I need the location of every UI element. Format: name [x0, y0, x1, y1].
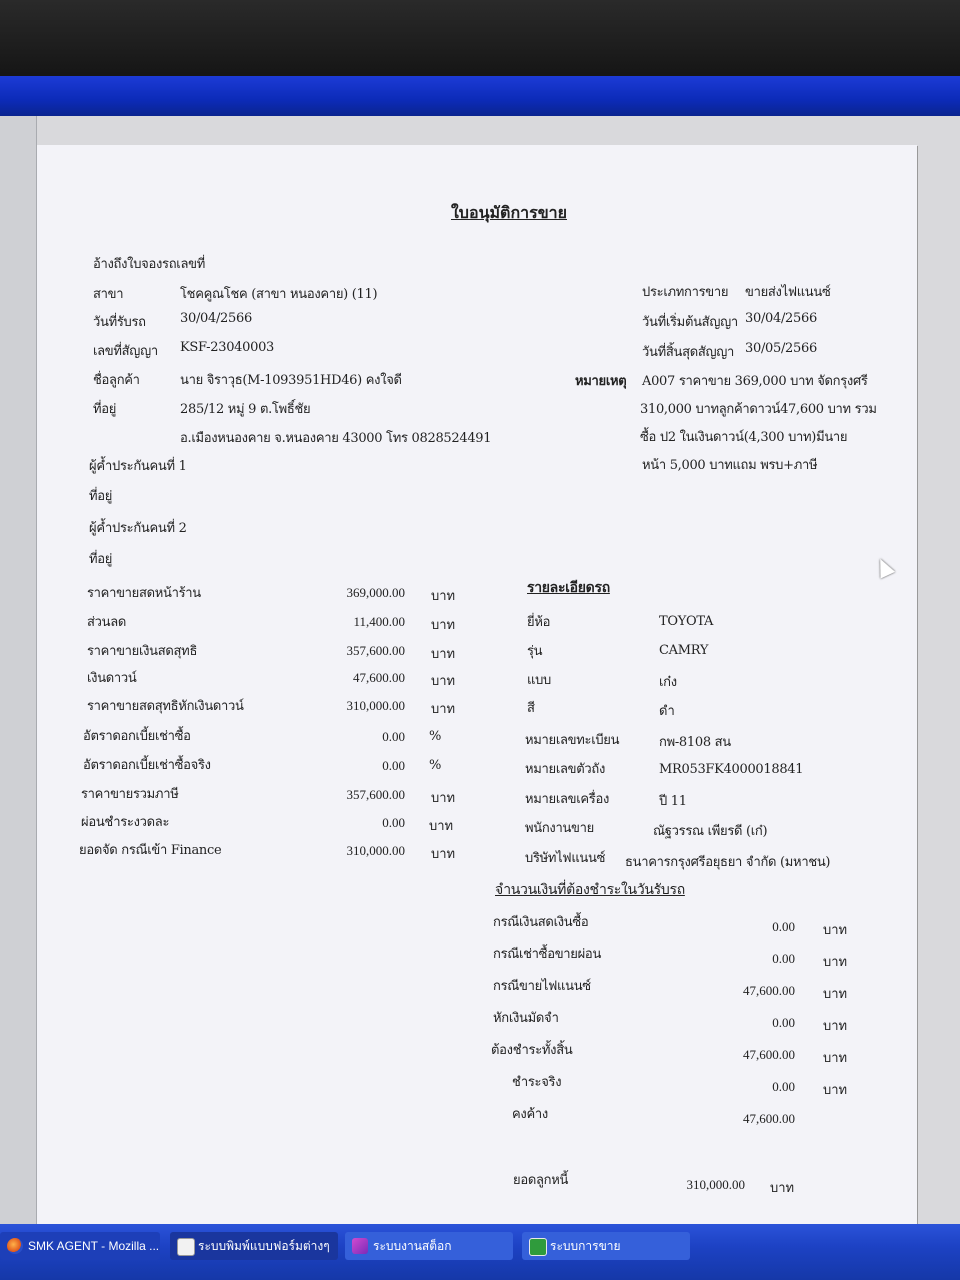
receive-date-value: 30/04/2566 — [180, 311, 252, 326]
payment-row-value: 0.00 — [772, 919, 795, 934]
payment-row-label: คงค้าง — [512, 1107, 548, 1122]
taskbar-item-label: ระบบพิมพ์แบบฟอร์มต่างๆ — [198, 1239, 330, 1253]
car-row-label: สี — [527, 701, 535, 716]
price-row-label: อัตราดอกเบี้ยเช่าซื้อจริง — [83, 758, 211, 773]
payment-row-label: ชำระจริง — [512, 1075, 562, 1090]
car-row-label: ยี่ห้อ — [527, 615, 551, 630]
guarantor1-address-label: ที่อยู่ — [89, 489, 113, 504]
car-row-value: ดำ — [659, 704, 675, 719]
price-row-value: 11,400.00 — [353, 614, 405, 629]
window-titlebar[interactable] — [0, 76, 960, 116]
contract-end-value: 30/05/2566 — [745, 341, 817, 356]
price-row-label: ราคาขายสดหน้าร้าน — [87, 586, 201, 601]
address-label: ที่อยู่ — [93, 402, 117, 417]
price-row-unit: บาท — [431, 847, 456, 862]
car-row-label: หมายเลขตัวถัง — [525, 762, 606, 777]
taskbar-item-print-forms[interactable] — [170, 1232, 338, 1260]
car-row-label: รุ่น — [527, 644, 543, 659]
guarantor2-address-label: ที่อยู่ — [89, 552, 113, 567]
price-row-unit: บาท — [431, 702, 456, 717]
customer-name-value: นาย จิราวุธ(M-1093951HD46) คงใจดี — [180, 373, 402, 388]
price-row-label: ผ่อนชำระงวดละ — [81, 815, 170, 830]
car-row-value: ธนาคารกรุงศรีอยุธยา จำกัด (มหาชน) — [625, 855, 831, 870]
remark-line4: หน้า 5,000 บาทแถม พรบ+ภาษี — [642, 458, 818, 473]
price-row-value: 0.00 — [382, 758, 405, 773]
contract-end-label: วันที่สิ้นสุดสัญญา — [642, 345, 735, 360]
payment-row-label: กรณีเงินสดเงินซื้อ — [493, 915, 589, 930]
price-row-label: อัตราดอกเบี้ยเช่าซื้อ — [83, 729, 191, 744]
sale-type-value: ขายส่งไฟแนนซ์ — [745, 285, 831, 300]
car-row-label: บริษัทไฟแนนซ์ — [525, 851, 606, 866]
payment-row-value: 0.00 — [772, 1079, 795, 1094]
payment-row-unit: บาท — [823, 987, 848, 1002]
car-row-value: เก๋ง — [659, 675, 677, 690]
payment-section-title: จำนวนเงินที่ต้องชำระในวันรับรถ — [495, 882, 685, 898]
price-row-unit: บาท — [431, 647, 456, 662]
car-row-value: MR053FK4000018841 — [659, 762, 804, 777]
payment-row-value: 47,600.00 — [743, 983, 795, 998]
payment-row-value: 0.00 — [772, 1015, 795, 1030]
payment-row-value: 47,600.00 — [743, 1047, 795, 1062]
car-row-value: CAMRY — [659, 643, 709, 658]
payment-row-value: 47,600.00 — [743, 1111, 795, 1126]
price-row-unit: บาท — [431, 618, 456, 633]
sale-type-label: ประเภทการขาย — [642, 285, 729, 300]
price-row-value: 369,000.00 — [346, 585, 405, 600]
remark-line3: ซื้อ ป2 ในเงินดาวน์(4,300 บาท)มีนาย — [640, 430, 848, 445]
contract-start-label: วันที่เริ่มต้นสัญญา — [642, 315, 738, 330]
payment-row-value: 0.00 — [772, 951, 795, 966]
window-left-panel — [0, 116, 37, 1224]
taskbar-item-label: ระบบการขาย — [550, 1239, 621, 1253]
price-row-value: 357,600.00 — [346, 787, 405, 802]
total-debt-unit: บาท — [770, 1181, 795, 1196]
payment-row-label: กรณีขายไฟแนนซ์ — [493, 979, 591, 994]
taskbar-item-label: ระบบงานสต็อก — [373, 1239, 452, 1253]
car-row-value: TOYOTA — [659, 614, 714, 629]
spreadsheet-icon — [529, 1238, 547, 1256]
document-icon — [177, 1238, 195, 1256]
car-details-title: รายละเอียดรถ — [527, 580, 610, 596]
contract-no-label: เลขที่สัญญา — [93, 344, 158, 359]
document-title: ใบอนุมัติการขาย — [450, 203, 567, 222]
payment-row-label: ต้องชำระทั้งสิ้น — [491, 1043, 573, 1058]
car-row-label: หมายเลขเครื่อง — [525, 792, 610, 807]
payment-row-unit: บาท — [823, 923, 848, 938]
payment-row-unit: บาท — [823, 1051, 848, 1066]
address-line2: อ.เมืองหนองคาย จ.หนองคาย 43000 โทร 0828524491 — [180, 431, 492, 446]
contract-start-value: 30/04/2566 — [745, 311, 817, 326]
payment-row-label: กรณีเช่าซื้อขายผ่อน — [493, 947, 602, 962]
car-row-value: กพ-8108 สน — [659, 735, 731, 750]
price-row-unit: บาท — [431, 674, 456, 689]
remark-label: หมายเหตุ — [575, 374, 627, 389]
branch-label: สาขา — [93, 287, 124, 302]
customer-name-label: ชื่อลูกค้า — [93, 373, 140, 388]
payment-row-unit: บาท — [823, 1019, 848, 1034]
remark-line2: 310,000 บาทลูกค้าดาวน์47,600 บาท รวม — [640, 402, 877, 417]
price-row-value: 310,000.00 — [346, 698, 405, 713]
price-row-unit: บาท — [431, 791, 456, 806]
price-row-unit: บาท — [431, 589, 456, 604]
monitor-bezel — [0, 0, 960, 78]
car-row-value: ปี 11 — [659, 794, 687, 809]
car-row-label: พนักงานขาย — [525, 821, 594, 836]
guarantor1-label: ผู้ค้ำประกันคนที่ 1 — [89, 459, 187, 474]
car-row-label: หมายเลขทะเบียน — [525, 733, 620, 748]
booking-ref-label: อ้างถึงใบจองรถเลขที่ — [93, 257, 205, 272]
firefox-icon — [7, 1238, 23, 1254]
price-row-value: 0.00 — [382, 815, 405, 830]
price-row-label: เงินดาวน์ — [87, 671, 137, 686]
taskbar-item-label: SMK AGENT - Mozilla ... — [28, 1239, 160, 1253]
total-debt-value: 310,000.00 — [686, 1177, 745, 1192]
branch-value: โชคคูณโชค (สาขา หนองคาย) (11) — [180, 287, 378, 302]
address-line1: 285/12 หมู่ 9 ต.โพธิ์ชัย — [180, 402, 311, 417]
price-row-unit: % — [429, 758, 442, 773]
taskbar-item-sales[interactable] — [522, 1232, 690, 1260]
price-row-label: ราคาขายสดสุทธิหักเงินดาวน์ — [87, 699, 244, 714]
receive-date-label: วันที่รับรถ — [93, 315, 146, 330]
remark-line1: A007 ราคาขาย 369,000 บาท จัดกรุงศรี — [642, 374, 868, 389]
taskbar-item-stock[interactable] — [345, 1232, 513, 1260]
price-row-label: ราคาขายรวมภาษี — [81, 787, 179, 802]
contract-no-value: KSF-23040003 — [180, 340, 275, 355]
payment-row-label: หักเงินมัดจำ — [493, 1011, 559, 1026]
price-row-unit: บาท — [429, 819, 454, 834]
app-icon — [352, 1238, 368, 1254]
car-row-label: แบบ — [527, 673, 551, 688]
payment-row-unit: บาท — [823, 1083, 848, 1098]
approval-document — [37, 145, 917, 1225]
guarantor2-label: ผู้ค้ำประกันคนที่ 2 — [89, 521, 187, 536]
price-row-label: ส่วนลด — [87, 615, 127, 630]
price-row-unit: % — [429, 729, 442, 744]
price-row-label: ยอดจัด กรณีเข้า Finance — [79, 843, 222, 858]
price-row-value: 310,000.00 — [346, 843, 405, 858]
price-row-value: 47,600.00 — [353, 670, 405, 685]
payment-row-unit: บาท — [823, 955, 848, 970]
total-debt-label: ยอดลูกหนี้ — [513, 1173, 569, 1188]
taskbar-item-smk-agent[interactable] — [0, 1232, 160, 1260]
price-row-value: 357,600.00 — [346, 643, 405, 658]
car-row-value: ณัฐวรรณ เพียรดี (เก๋) — [653, 824, 768, 839]
price-row-value: 0.00 — [382, 729, 405, 744]
price-row-label: ราคาขายเงินสดสุทธิ — [87, 644, 198, 659]
